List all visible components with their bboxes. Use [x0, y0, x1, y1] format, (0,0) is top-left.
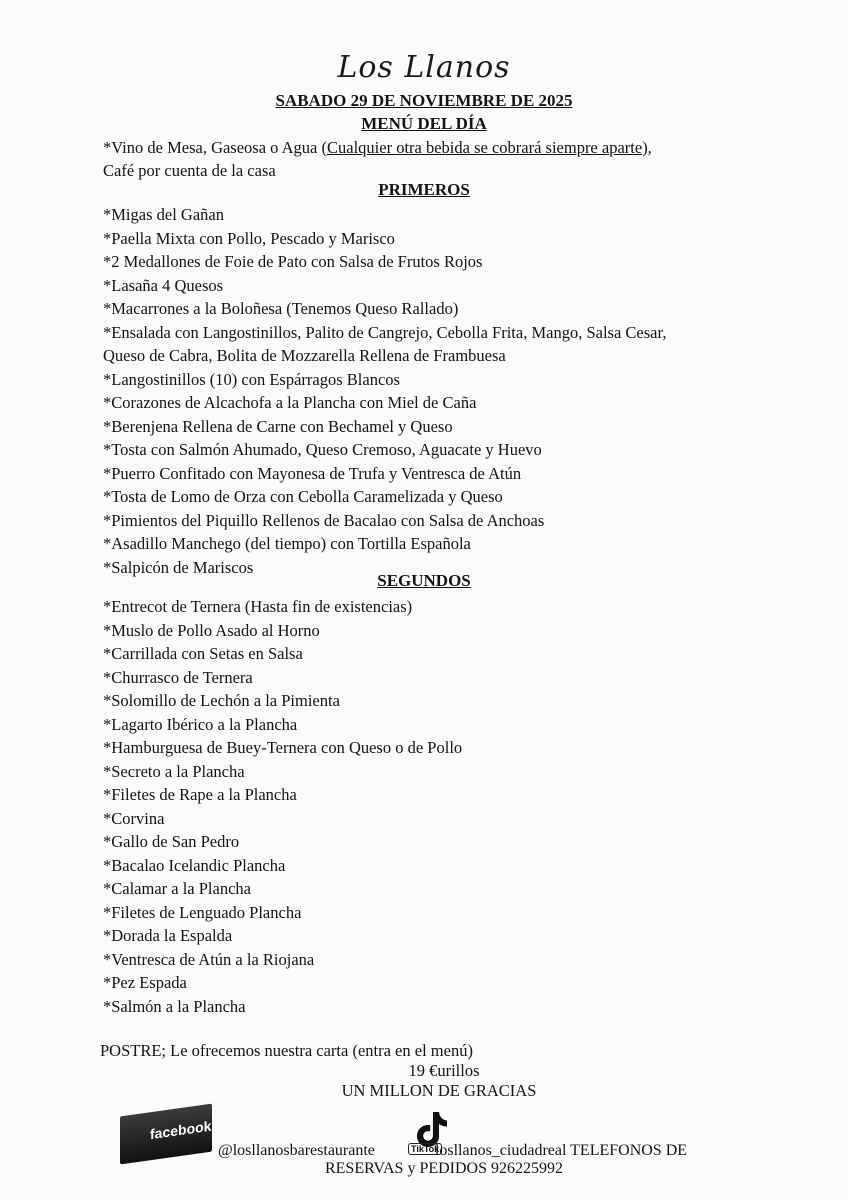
primeros-dish: *Langostinillos (10) con Espárragos Blancos: [103, 369, 400, 389]
segundos-dish: *Muslo de Pollo Asado al Horno: [103, 620, 320, 640]
phone-line: RESERVAS y PEDIDOS 926225992: [324, 1160, 563, 1177]
segundos-dish: *Dorada la Espalda: [103, 926, 233, 945]
facebook-handle[interactable]: @losllanosbarestaurante: [218, 1142, 375, 1159]
primeros-dish: *Pimientos del Piquillo Rellenos de Bacalao con Salsa de Anchoas: [103, 510, 545, 530]
drinks-text: *Vino de Mesa, Gaseosa o Agua (: [103, 138, 327, 157]
primeros-dish: *Asadillo Manchego (del tiempo) con Tortilla Española: [103, 534, 471, 553]
segundos-dish: *Carrillada con Setas en Salsa: [103, 644, 303, 663]
primeros-dish: *Corazones de Alcachofa a la Plancha con Miel de Caña: [103, 393, 477, 412]
segundos-dish: *Calamar a la Plancha: [103, 879, 251, 898]
coffee-note: Café por cuenta de la casa: [103, 161, 276, 180]
social-contact-line: [218, 1142, 687, 1160]
primeros-dish: *Tosta de Lomo de Orza con Cebolla Caramelizada y Queso: [103, 487, 503, 506]
segundos-dish: *Solomillo de Lechón a la Pimienta: [103, 691, 340, 710]
primeros-list: [103, 203, 783, 579]
segundos-dish: *Filetes de Lenguado Plancha: [103, 902, 302, 922]
primeros-dish: *Ensalada con Langostinillos, Palito de Cangrejo, Cebolla Frita, Mango, Salsa Cesar,: [103, 322, 667, 342]
phone-heading: TELEFONOS DE: [570, 1142, 688, 1159]
segundos-dish: *Bacalao Icelandic Plancha: [103, 855, 286, 875]
segundos-dish: *Corvina: [103, 808, 165, 828]
segundos-dish: *Salmón a la Plancha: [103, 996, 246, 1016]
primeros-dish: *Puerro Confitado con Mayonesa de Trufa y Ventresca de Atún: [103, 463, 522, 483]
segundos-dish: *Hamburguesa de Buey-Ternera con Queso o de Pollo: [103, 738, 463, 757]
dessert-note: POSTRE; Le ofrecemos nuestra carta (entra en el menú): [100, 1041, 473, 1060]
segundos-dish: *Gallo de San Pedro: [103, 832, 240, 851]
menu-title: MENÚ DEL DÍA: [361, 114, 487, 133]
drinks-extra-note: Cualquier otra bebida se cobrará siempre aparte: [327, 138, 643, 157]
primeros-dish: Queso de Cabra, Bolita de Mozzarella Rellena de Frambuesa: [103, 346, 506, 365]
tiktok-handle[interactable]: losllanos_ciudadreal: [434, 1142, 567, 1159]
primeros-dish: *Migas del Gañan: [103, 205, 224, 224]
primeros-dish: *Salpicón de Mariscos: [103, 557, 254, 577]
drinks-note: [103, 136, 763, 182]
facebook-label: facebook: [150, 1117, 212, 1143]
primeros-dish: *2 Medallones de Foie de Pato con Salsa de Frutos Rojos: [103, 252, 483, 271]
segundos-dish: *Lagarto Ibérico a la Plancha: [103, 714, 298, 734]
drinks-text-end: ),: [642, 138, 652, 157]
primeros-dish: *Berenjena Rellena de Carne con Bechamel y Queso: [103, 416, 453, 436]
primeros-dish: *Tosta con Salmón Ahumado, Queso Cremoso, Aguacate y Huevo: [103, 440, 542, 459]
menu-price: 19 €urillos: [408, 1061, 480, 1080]
segundos-heading: SEGUNDOS: [377, 571, 471, 590]
primeros-dish: *Paella Mixta con Pollo, Pescado y Marisco: [103, 228, 395, 248]
segundos-dish: *Pez Espada: [103, 973, 187, 992]
segundos-dish: *Entrecot de Ternera (Hasta fin de existencias): [103, 597, 413, 616]
segundos-dish: *Churrasco de Ternera: [103, 667, 253, 687]
primeros-dish: *Macarrones a la Boloñesa (Tenemos Queso Rallado): [103, 299, 459, 318]
primeros-dish: *Lasaña 4 Quesos: [103, 275, 224, 295]
segundos-dish: *Ventresca de Atún a la Riojana: [103, 949, 315, 969]
menu-date: SABADO 29 DE NOVIEMBRE DE 2025: [275, 91, 573, 110]
tiktok-label: TikTok: [408, 1143, 442, 1155]
segundos-list: [103, 595, 783, 1018]
thanks-line: UN MILLON DE GRACIAS: [341, 1081, 537, 1100]
segundos-dish: *Filetes de Rape a la Plancha: [103, 785, 297, 804]
primeros-heading: PRIMEROS: [378, 180, 470, 199]
facebook-icon: [120, 1104, 212, 1165]
restaurant-logo: Los Llanos: [337, 50, 511, 85]
segundos-dish: *Secreto a la Plancha: [103, 761, 245, 781]
